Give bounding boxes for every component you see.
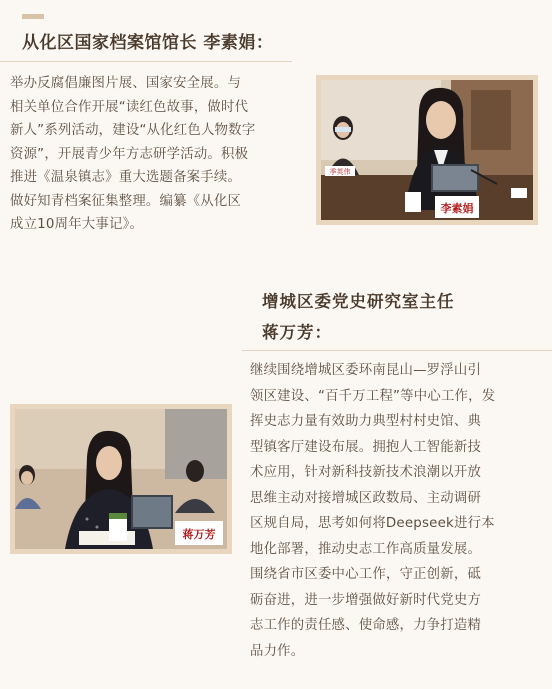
section2-title [262, 286, 455, 348]
paragraph-line: 区规自局，思考如何将Deepseek进行本 [250, 516, 495, 531]
section2-divider [242, 350, 552, 351]
nameplate-text: 李素娟 [440, 202, 474, 215]
paragraph-line: 围绕省市区委中心工作，守正创新，砥 [250, 567, 482, 582]
section1-title: 从化区国家档案馆馆长 李素娟： [22, 33, 274, 53]
section2-photo [10, 404, 232, 554]
section1-divider [0, 61, 292, 62]
paragraph-line: 推进《温泉镇志》重大选题备案手续。 [10, 170, 242, 185]
paragraph-line: 做好知青档案征集整理。编纂《从化区 [10, 193, 242, 209]
accent-bar [22, 14, 44, 19]
paragraph-line: 砺奋进，进一步增强做好新时代党史方 [250, 592, 482, 608]
paragraph-line: 思维主动对接增城区政数局、主动调研 [250, 490, 482, 506]
paragraph-line: 相关单位合作开展“读红色故事，做时代 [10, 99, 249, 115]
section2-title-line: 增城区委党史研究室主任 [262, 292, 455, 311]
section2-paragraph [250, 358, 546, 664]
paragraph-line: 品力作。 [250, 643, 305, 659]
paragraph-line: 志工作的责任感、使命感，力争打造精 [250, 618, 482, 633]
paragraph-line: 新人”系列活动，建设“从化红色人物数字 [10, 123, 256, 138]
paragraph-line: 领区建设、“百千万工程”等中心工作，发 [250, 388, 496, 404]
nameplate-background-text: 季英伟 [329, 168, 351, 176]
meeting-photo-1 [321, 80, 533, 220]
meeting-photo-2 [15, 409, 227, 549]
paragraph-line: 资源”，开展青少年方志研学活动。积极 [10, 146, 249, 162]
paragraph-line: 术应用，针对新科技新技术浪潮以开放 [250, 465, 482, 480]
section1-photo [316, 75, 538, 225]
section1-paragraph [10, 72, 306, 237]
paragraph-line: 挥史志力量有效助力典型村村史馆、典 [250, 414, 482, 429]
section2-title-line: 蒋万芳： [262, 323, 332, 342]
paragraph-line: 型镇客厅建设布展。拥抱人工智能新技 [250, 439, 482, 455]
nameplate-text: 蒋万芳 [182, 528, 216, 541]
paragraph-line: 成立10周年大事记》。 [10, 217, 144, 232]
paragraph-line: 地化部署，推动史志工作高质量发展。 [250, 541, 482, 557]
paragraph-line: 举办反腐倡廉图片展、国家安全展。与 [10, 76, 242, 91]
paragraph-line: 继续围绕增城区委环南昆山—罗浮山引 [250, 363, 482, 378]
